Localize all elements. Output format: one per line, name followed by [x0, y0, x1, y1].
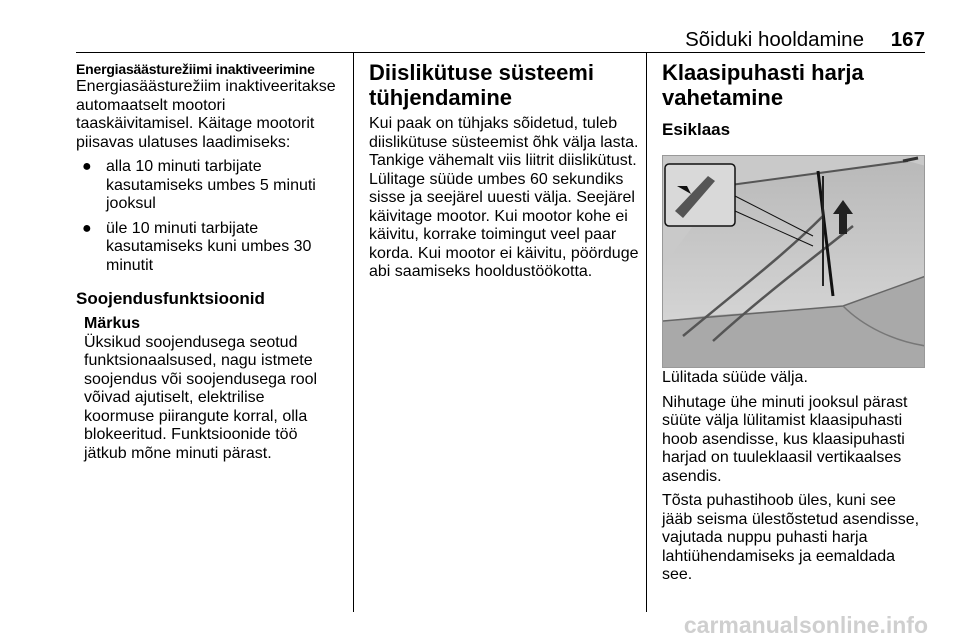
column-divider-2: [646, 52, 647, 612]
wiper-paragraph-3: Tõsta puhastihoob üles, kuni see jääb seisma ülestõstetud asendisse, vajutada nuppu puhasti harja lahtiühendamiseks ja eemaldada see.: [662, 492, 920, 583]
wiper-illustration: [662, 155, 925, 368]
bullet-text: alla 10 minuti tarbijate kasutamiseks umbes 5 minuti jooksul: [106, 158, 316, 212]
note-text: Üksikud soojendusega seotud funktsionaalsused, nagu istmete soojendus või soojendusega rool võivad ajutiselt, elektrilise koormuse piirangute korral, olla blokeeritud. Funktsioonide töö jätkub mõne minuti pärast.: [84, 333, 318, 462]
wiper-paragraph-2: Nihutage ühe minuti jooksul pärast süüte välja lülitamist klaasipuhasti hoob asendisse, kus klaasipuhasti harjad on tuuleklaasil vertikaalses asendis.: [662, 393, 908, 485]
section-title-wiper: Klaasipuhasti harja vahetamine: [662, 60, 864, 110]
running-header-title: Sõiduki hooldamine: [685, 28, 864, 51]
note-block: [76, 315, 338, 463]
bullet-text: üle 10 minuti tarbijate kasutamiseks kuni umbes 30 minutit: [106, 219, 312, 274]
section-title-diesel: Diislikütuse süsteemi tühjendamine: [369, 60, 594, 110]
bullet-icon: ●: [82, 158, 92, 175]
wiper-illustration-svg: [663, 156, 925, 368]
bullet-icon: ●: [82, 219, 92, 237]
intro-paragraph: Energiasäästurežiim inaktiveeritakse automaatselt mootori taaskäivitamisel. Käitage mootorit piisavas ulatuses laadimiseks:: [76, 78, 336, 151]
note-label: Märkus: [84, 315, 141, 332]
header-rule: [76, 52, 925, 53]
page-number: 167: [890, 28, 925, 51]
list-item: [76, 158, 338, 214]
wiper-paragraph-1: Lülitada süüde välja.: [662, 369, 808, 386]
bullet-list: [76, 158, 338, 275]
column-divider-1: [353, 52, 354, 612]
column-2: [369, 60, 639, 288]
diesel-paragraph: Kui paak on tühjaks sõidetud, tuleb diislikütuse süsteemist õhk välja lasta. Tankige vähemalt viis liitrit diislikütust. Lülitage süüde umbes 60 sekundiks sisse ja seejärel uuesti välja. Seejärel käivitage mootor. Kui mootor kohe ei käivitu, korrake toimingut veel paar korda. Kui mootor ei käivitu, pöörduge abi saamiseks hooldustöökotta.: [369, 115, 639, 280]
watermark: carmanualsonline.info: [683, 612, 928, 638]
section-title-heating: Soojendusfunktsioonid: [76, 289, 265, 308]
list-item: [76, 220, 338, 276]
column-1: [76, 60, 338, 463]
subhead-energy-saving: Energiasäästurežiimi inaktiveerimine: [76, 61, 315, 77]
subhead-windscreen: Esiklaas: [662, 120, 731, 139]
